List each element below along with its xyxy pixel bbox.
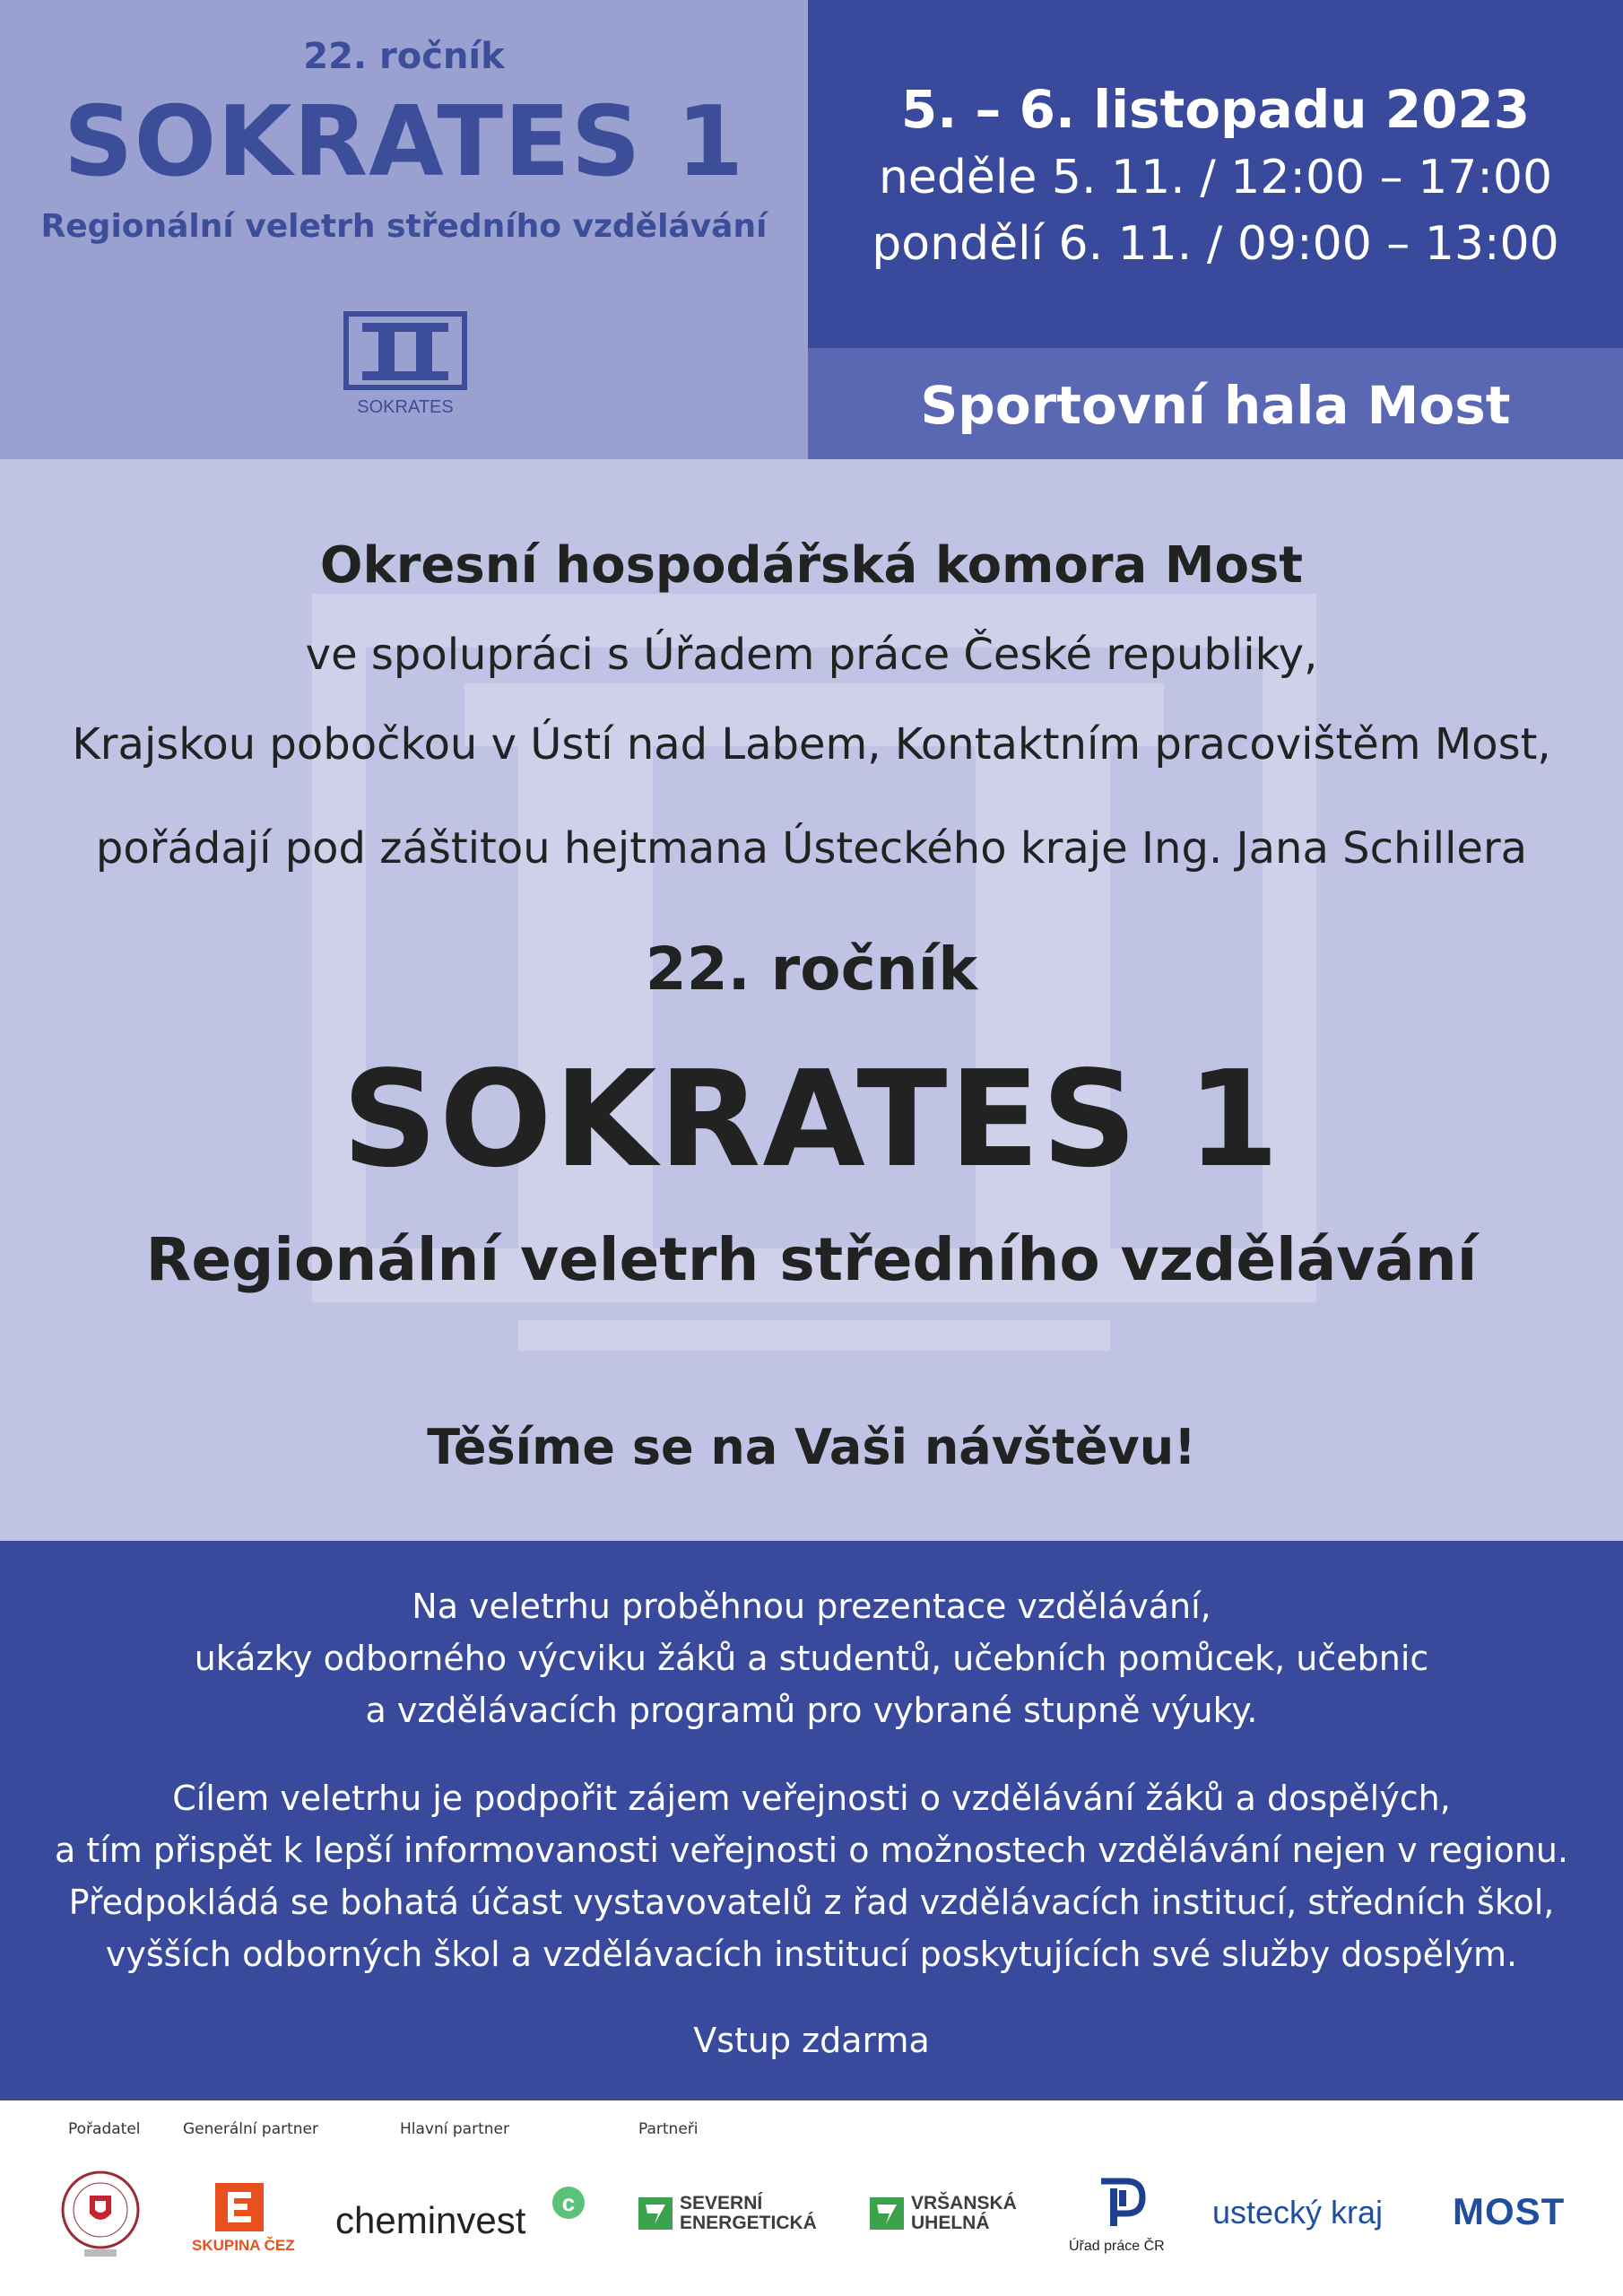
venue-panel — [808, 348, 1623, 459]
info-line: Na veletrhu proběhnou prezentace vzdělávání, — [412, 1587, 1211, 1626]
main-panel — [0, 459, 1623, 1541]
role-main-partner: Hlavní partner — [400, 2120, 509, 2138]
logo-text: SOKRATES — [357, 397, 454, 417]
organizer: Okresní hospodářská komora Most — [319, 536, 1304, 595]
cooperation-line-2: Krajskou pobočkou v Ústí nad Labem, Kontaktním pracovištěm Most, — [72, 719, 1551, 770]
info-line: ukázky odborného výcviku žáků a studentů, učebních pomůcek, učebnic — [194, 1639, 1429, 1678]
severni-energeticka-logo — [680, 2194, 817, 2233]
info-panel — [0, 1541, 1623, 2100]
info-line: Cílem veletrhu je podpořit zájem veřejnosti o vzdělávání žáků a dospělých, — [172, 1779, 1451, 1818]
header-edition: 22. ročník — [303, 36, 505, 77]
urad-prace-logo-icon — [1096, 2178, 1146, 2230]
urad-prace-label: Úřad práce ČR — [1069, 2239, 1165, 2254]
severni-line: SEVERNÍ — [680, 2193, 763, 2213]
cheminvest-c-icon — [551, 2185, 586, 2221]
cheminvest-logo: cheminvest — [335, 2199, 526, 2241]
event-day2: pondělí 6. 11. / 09:00 – 13:00 — [872, 217, 1559, 271]
header-right-panel — [808, 0, 1623, 348]
sokrates-logo-icon — [343, 310, 468, 422]
header-title: SOKRATES 1 — [63, 86, 745, 198]
info-line: a tím přispět k lepší informovanosti veřejnosti o možnostech vzdělávání nejen v regionu. — [54, 1831, 1568, 1870]
venue: Sportovní hala Most — [920, 375, 1511, 436]
cez-label: SKUPINA ČEZ — [192, 2237, 295, 2254]
main-edition: 22. ročník — [645, 935, 978, 1004]
vrsanska-uhelna-logo — [911, 2194, 1017, 2233]
uhelna-line: UHELNÁ — [911, 2213, 990, 2233]
most-logo: MOST — [1453, 2190, 1566, 2232]
info-paragraph-2 — [0, 1772, 1623, 1980]
svg-text:c: c — [561, 2189, 576, 2216]
info-line: Předpokládá se bohatá účast vystavovatelů z řad vzdělávacích institucí, středních škol, — [68, 1883, 1555, 1922]
chamber-seal-icon — [59, 2169, 142, 2258]
header-left-panel — [0, 0, 808, 459]
ustecky-kraj-logo: ustecký kraj — [1212, 2194, 1384, 2231]
info-paragraph-1 — [0, 1580, 1623, 1736]
cez-logo-icon — [215, 2183, 264, 2231]
info-line: vyšších odborných škol a vzdělávacích institucí poskytujících své služby dospělým. — [105, 1935, 1518, 1974]
free-entry: Vstup zdarma — [693, 2021, 930, 2060]
vrsanska-line: VRŠANSKÁ — [911, 2193, 1017, 2213]
energeticka-line: ENERGETICKÁ — [680, 2213, 817, 2233]
partners-footer — [0, 2100, 1623, 2296]
patronage-line: pořádají pod záštitou hejtmana Ústeckého kraje Ing. Jana Schillera — [95, 823, 1528, 874]
vrsanska-uhelna-icon — [870, 2197, 904, 2230]
welcome-message: Těšíme se na Vaši návštěvu! — [427, 1419, 1196, 1475]
cooperation-line-1: ve spolupráci s Úřadem práce České republiky, — [305, 630, 1318, 680]
severni-energeticka-icon — [638, 2197, 673, 2230]
main-subtitle: Regionální veletrh středního vzdělávání — [145, 1225, 1478, 1294]
event-dates: 5. – 6. listopadu 2023 — [900, 79, 1531, 140]
info-line: a vzdělávacích programů pro vybrané stupně výuky. — [365, 1691, 1258, 1730]
main-title: SOKRATES 1 — [342, 1042, 1281, 1196]
role-organizer: Pořadatel — [68, 2120, 141, 2138]
event-day1: neděle 5. 11. / 12:00 – 17:00 — [878, 151, 1553, 204]
role-general-partner: Generální partner — [183, 2120, 318, 2138]
header-subtitle: Regionální veletrh středního vzdělávání — [40, 208, 768, 245]
role-partners: Partneři — [638, 2120, 699, 2138]
